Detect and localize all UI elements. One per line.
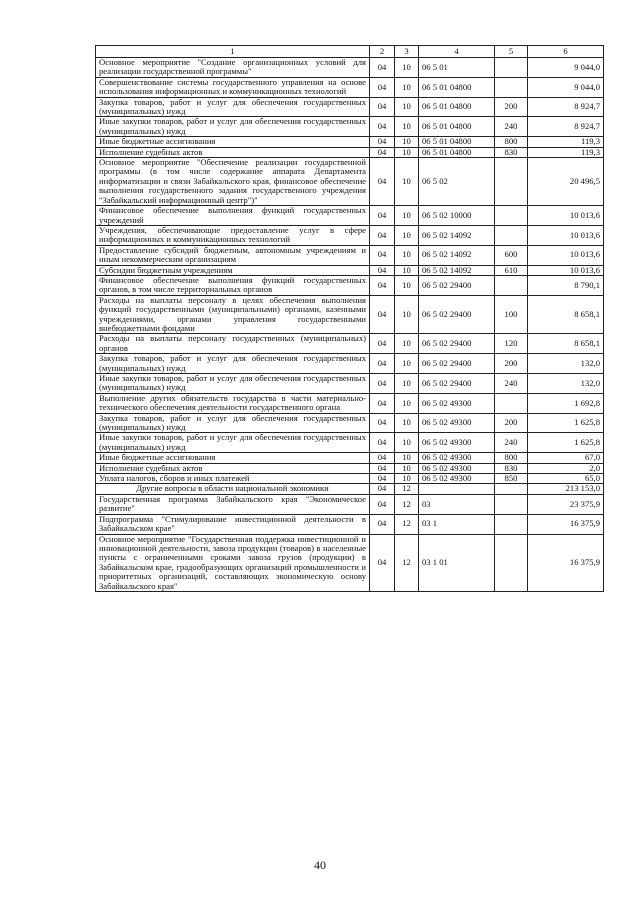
- table-row: [96, 393, 604, 413]
- cell-name: Закупка товаров, работ и услуг для обеспечения государственных (муниципальных) нужд: [96, 413, 370, 433]
- cell-target-code: 03 1: [419, 514, 495, 534]
- header-col-target-code: 4: [419, 46, 495, 58]
- cell-amount: 9 044,0: [528, 58, 604, 78]
- cell-amount: 213 153,0: [528, 484, 604, 494]
- cell-expense-type: [495, 225, 528, 245]
- cell-section: 04: [370, 137, 395, 147]
- cell-section: 04: [370, 265, 395, 275]
- cell-subsection: 10: [395, 77, 419, 97]
- cell-amount: 8 658,1: [528, 295, 604, 334]
- table-row: [96, 354, 604, 374]
- cell-expense-type: 200: [495, 354, 528, 374]
- cell-subsection: 12: [395, 534, 419, 591]
- cell-name: Основное мероприятие "Обеспечение реализации государственной программы (в том числе содержание аппарата Департамента информатизации и связи Забайкальского края, финансовое обеспечение выполнения государственного задания государственного учреждения "Забайкальский информационный центр")": [96, 158, 370, 206]
- budget-table: [95, 45, 604, 592]
- header-row: [96, 46, 604, 58]
- cell-target-code: 06 5 02 49300: [419, 393, 495, 413]
- cell-target-code: 06 5 02 29400: [419, 295, 495, 334]
- cell-name: Подпрограмма "Стимулирование инвестиционной деятельности в Забайкальском крае": [96, 514, 370, 534]
- cell-target-code: 06 5 02 14092: [419, 245, 495, 265]
- cell-expense-type: 800: [495, 453, 528, 463]
- cell-section: 04: [370, 354, 395, 374]
- cell-expense-type: 240: [495, 117, 528, 137]
- cell-amount: 8 658,1: [528, 334, 604, 354]
- cell-target-code: 06 5 01 04800: [419, 147, 495, 157]
- cell-expense-type: 830: [495, 147, 528, 157]
- cell-section: 04: [370, 97, 395, 117]
- cell-subsection: 10: [395, 58, 419, 78]
- cell-subsection: 10: [395, 463, 419, 473]
- cell-expense-type: [495, 534, 528, 591]
- cell-name: Предоставление субсидий бюджетным, автономным учреждениям и иным некоммерческим организациям: [96, 245, 370, 265]
- cell-name: Исполнение судебных актов: [96, 463, 370, 473]
- cell-name: Государственная программа Забайкальского края "Экономическое развитие": [96, 494, 370, 514]
- cell-subsection: 10: [395, 413, 419, 433]
- cell-amount: 10 013,6: [528, 206, 604, 226]
- cell-target-code: 06 5 01 04800: [419, 137, 495, 147]
- cell-section: 04: [370, 374, 395, 394]
- cell-target-code: 06 5 02 49300: [419, 413, 495, 433]
- cell-subsection: 10: [395, 453, 419, 463]
- cell-expense-type: [495, 206, 528, 226]
- cell-section: 04: [370, 514, 395, 534]
- cell-amount: 119,3: [528, 137, 604, 147]
- cell-amount: 10 013,6: [528, 245, 604, 265]
- table-row: [96, 158, 604, 206]
- cell-amount: 1 625,8: [528, 433, 604, 453]
- cell-expense-type: [495, 158, 528, 206]
- cell-section: 04: [370, 433, 395, 453]
- cell-expense-type: 240: [495, 433, 528, 453]
- cell-section: 04: [370, 147, 395, 157]
- cell-amount: 132,0: [528, 374, 604, 394]
- cell-subsection: 10: [395, 275, 419, 295]
- table-row: [96, 77, 604, 97]
- cell-section: 04: [370, 206, 395, 226]
- cell-expense-type: 600: [495, 245, 528, 265]
- cell-section: 04: [370, 463, 395, 473]
- cell-subsection: 10: [395, 206, 419, 226]
- cell-subsection: 10: [395, 474, 419, 484]
- table-row: [96, 275, 604, 295]
- cell-amount: 65,0: [528, 474, 604, 484]
- cell-amount: 1 692,8: [528, 393, 604, 413]
- cell-section: 04: [370, 413, 395, 433]
- table-row: [96, 295, 604, 334]
- cell-section: 04: [370, 534, 395, 591]
- table-row: [96, 225, 604, 245]
- cell-expense-type: [495, 393, 528, 413]
- cell-name: Основное мероприятие "Государственная поддержка инвестиционной и инновационной деятельности, завоза продукции (товаров) в населенные пункты с ограниченными сроками завоза грузов (продукции) в Забайкальском крае, градообразующих организаций промышленности и приоритетных организаций, составляющих экономическую основу Забайкальского края": [96, 534, 370, 591]
- cell-name: Совершенствование системы государственного управления на основе использования информационных и коммуникационных технологий: [96, 77, 370, 97]
- cell-amount: 16 375,9: [528, 514, 604, 534]
- cell-expense-type: 200: [495, 413, 528, 433]
- cell-section: 04: [370, 117, 395, 137]
- cell-amount: 132,0: [528, 354, 604, 374]
- cell-amount: 23 375,9: [528, 494, 604, 514]
- cell-amount: 67,0: [528, 453, 604, 463]
- table-row: [96, 117, 604, 137]
- cell-expense-type: 850: [495, 474, 528, 484]
- header-col-section: 2: [370, 46, 395, 58]
- cell-amount: 119,3: [528, 147, 604, 157]
- cell-subsection: 10: [395, 374, 419, 394]
- cell-subsection: 10: [395, 334, 419, 354]
- page-number: 40: [314, 858, 326, 872]
- cell-section: 04: [370, 484, 395, 494]
- cell-subsection: 10: [395, 225, 419, 245]
- cell-expense-type: [495, 275, 528, 295]
- cell-expense-type: 200: [495, 97, 528, 117]
- cell-target-code: 06 5 02 29400: [419, 275, 495, 295]
- cell-section: 04: [370, 58, 395, 78]
- cell-name: Учреждения, обеспечивающие предоставление услуг в сфере информационных и коммуникационных технологий: [96, 225, 370, 245]
- cell-subsection: 10: [395, 393, 419, 413]
- cell-expense-type: 240: [495, 374, 528, 394]
- cell-amount: 10 013,6: [528, 265, 604, 275]
- cell-name: Иные бюджетные ассигнования: [96, 137, 370, 147]
- cell-target-code: 06 5 02 29400: [419, 374, 495, 394]
- cell-amount: 16 375,9: [528, 534, 604, 591]
- table-row: [96, 137, 604, 147]
- table-row: [96, 58, 604, 78]
- cell-target-code: 06 5 01 04800: [419, 97, 495, 117]
- cell-name: Другие вопросы в области национальной экономики: [96, 484, 370, 494]
- cell-name: Выполнение других обязательств государства в части материально-технического обеспечения деятельности государственного органа: [96, 393, 370, 413]
- cell-amount: 2,0: [528, 463, 604, 473]
- table-row: [96, 206, 604, 226]
- cell-target-code: 06 5 01: [419, 58, 495, 78]
- cell-target-code: 06 5 02: [419, 158, 495, 206]
- cell-name: Исполнение судебных актов: [96, 147, 370, 157]
- cell-amount: 8 924,7: [528, 97, 604, 117]
- cell-name: Финансовое обеспечение выполнения функций государственных органов, в том числе территориальных органов: [96, 275, 370, 295]
- table-row: [96, 334, 604, 354]
- header-col-subsection: 3: [395, 46, 419, 58]
- table-row: [96, 97, 604, 117]
- cell-expense-type: [495, 514, 528, 534]
- table-row: [96, 413, 604, 433]
- cell-subsection: 12: [395, 484, 419, 494]
- cell-expense-type: [495, 77, 528, 97]
- cell-subsection: 12: [395, 494, 419, 514]
- cell-target-code: 06 5 02 14092: [419, 225, 495, 245]
- cell-subsection: 10: [395, 137, 419, 147]
- cell-amount: 1 625,8: [528, 413, 604, 433]
- cell-section: 04: [370, 158, 395, 206]
- cell-name: Финансовое обеспечение выполнения функций государственных учреждений: [96, 206, 370, 226]
- cell-section: 04: [370, 245, 395, 265]
- header-col-expense-type: 5: [495, 46, 528, 58]
- cell-section: 04: [370, 225, 395, 245]
- cell-name: Расходы на выплаты персоналу в целях обеспечения выполнения функций государственными (муниципальными) органами, казенными учреждениями, органами управления государственными внебюджетными фондами: [96, 295, 370, 334]
- cell-amount: 8 790,1: [528, 275, 604, 295]
- cell-subsection: 10: [395, 147, 419, 157]
- cell-subsection: 10: [395, 158, 419, 206]
- cell-subsection: 10: [395, 295, 419, 334]
- cell-name: Субсидии бюджетным учреждениям: [96, 265, 370, 275]
- cell-target-code: 06 5 02 29400: [419, 354, 495, 374]
- cell-expense-type: 610: [495, 265, 528, 275]
- table-row: [96, 474, 604, 484]
- cell-expense-type: 120: [495, 334, 528, 354]
- table-row: [96, 147, 604, 157]
- cell-expense-type: 830: [495, 463, 528, 473]
- cell-section: 04: [370, 474, 395, 484]
- cell-expense-type: [495, 58, 528, 78]
- cell-section: 04: [370, 295, 395, 334]
- cell-target-code: 06 5 02 14092: [419, 265, 495, 275]
- cell-target-code: 03: [419, 494, 495, 514]
- cell-name: Иные закупки товаров, работ и услуг для обеспечения государственных (муниципальных) нужд: [96, 117, 370, 137]
- cell-target-code: [419, 484, 495, 494]
- header-col-amount: 6: [528, 46, 604, 58]
- cell-name: Иные бюджетные ассигнования: [96, 453, 370, 463]
- cell-target-code: 06 5 02 49300: [419, 453, 495, 463]
- table-row: [96, 374, 604, 394]
- cell-subsection: 10: [395, 245, 419, 265]
- cell-target-code: 06 5 02 49300: [419, 474, 495, 484]
- cell-section: 04: [370, 494, 395, 514]
- table-row: [96, 494, 604, 514]
- cell-expense-type: [495, 494, 528, 514]
- cell-target-code: 06 5 01 04800: [419, 117, 495, 137]
- table-row: [96, 245, 604, 265]
- table-row: [96, 534, 604, 591]
- cell-subsection: 10: [395, 433, 419, 453]
- cell-name: Уплата налогов, сборов и иных платежей: [96, 474, 370, 484]
- table-row: [96, 453, 604, 463]
- cell-target-code: 06 5 02 29400: [419, 334, 495, 354]
- cell-target-code: 06 5 02 49300: [419, 433, 495, 453]
- cell-amount: 20 496,5: [528, 158, 604, 206]
- cell-section: 04: [370, 77, 395, 97]
- cell-name: Иные закупки товаров, работ и услуг для обеспечения государственных (муниципальных) нужд: [96, 374, 370, 394]
- cell-amount: 9 044,0: [528, 77, 604, 97]
- table-row: [96, 463, 604, 473]
- cell-expense-type: [495, 484, 528, 494]
- cell-expense-type: 800: [495, 137, 528, 147]
- cell-section: 04: [370, 275, 395, 295]
- cell-name: Закупка товаров, работ и услуг для обеспечения государственных (муниципальных) нужд: [96, 354, 370, 374]
- cell-amount: 8 924,7: [528, 117, 604, 137]
- cell-name: Основное мероприятие "Создание организационных условий для реализации государственной программы": [96, 58, 370, 78]
- cell-name: Расходы на выплаты персоналу государственных (муниципальных) органов: [96, 334, 370, 354]
- cell-name: Иные закупки товаров, работ и услуг для обеспечения государственных (муниципальных) нужд: [96, 433, 370, 453]
- cell-subsection: 10: [395, 117, 419, 137]
- cell-target-code: 06 5 02 49300: [419, 463, 495, 473]
- cell-subsection: 10: [395, 97, 419, 117]
- cell-target-code: 03 1 01: [419, 534, 495, 591]
- table-row: [96, 484, 604, 494]
- cell-subsection: 10: [395, 354, 419, 374]
- table-row: [96, 265, 604, 275]
- cell-amount: 10 013,6: [528, 225, 604, 245]
- cell-target-code: 06 5 02 10000: [419, 206, 495, 226]
- table-row: [96, 514, 604, 534]
- cell-section: 04: [370, 393, 395, 413]
- cell-section: 04: [370, 453, 395, 463]
- cell-subsection: 10: [395, 265, 419, 275]
- cell-name: Закупка товаров, работ и услуг для обеспечения государственных (муниципальных) нужд: [96, 97, 370, 117]
- cell-expense-type: 100: [495, 295, 528, 334]
- cell-subsection: 12: [395, 514, 419, 534]
- cell-section: 04: [370, 334, 395, 354]
- cell-target-code: 06 5 01 04800: [419, 77, 495, 97]
- table-row: [96, 433, 604, 453]
- header-col-name: 1: [96, 46, 370, 58]
